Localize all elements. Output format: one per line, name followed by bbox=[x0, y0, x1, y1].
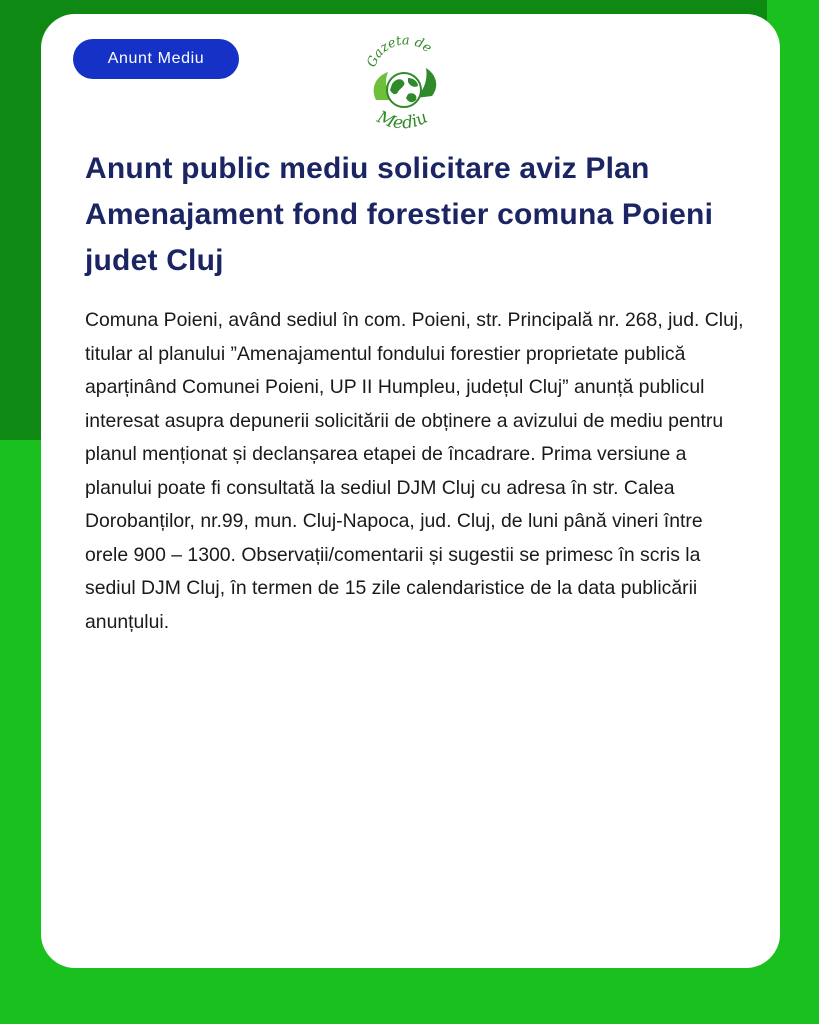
gazeta-de-mediu-logo bbox=[354, 34, 454, 134]
svg-text:Mediu: Mediu bbox=[374, 107, 431, 134]
globe-leaf-icon bbox=[387, 73, 421, 107]
announcement-card bbox=[41, 14, 780, 968]
article-body: Comuna Poieni, având sediul în com. Poieni, str. Principală nr. 268, jud. Cluj, titular al planului ”Amenajamentul fondului forestier proprietate publică aparținând Comunei Poieni, UP II Humpleu, județul Cluj” anunță publicul interesat asupra depunerii solicitării de obținere a avizului de mediu pentru planul menționat și declanșarea etapei de încadrare. Prima versiune a planului poate fi consultată la sediul DJM Cluj cu adresa în str. Calea Dorobanților, nr.99, mun. Cluj-Napoca, jud. Cluj, de luni până vineri între orele 900 – 1300. Observații/comentarii și sugestii se primesc în scris la sediul DJM Cluj, în termen de 15 zile calendaristice de la data publicării anunțului. bbox=[85, 309, 744, 633]
article-title: Anunt public mediu solicitare aviz Plan Amenajament fond forestier comuna Poieni judet Cluj bbox=[85, 152, 714, 277]
svg-text:Gazeta de: Gazeta de bbox=[364, 34, 435, 70]
category-badge[interactable]: Anunt Mediu bbox=[73, 39, 239, 79]
